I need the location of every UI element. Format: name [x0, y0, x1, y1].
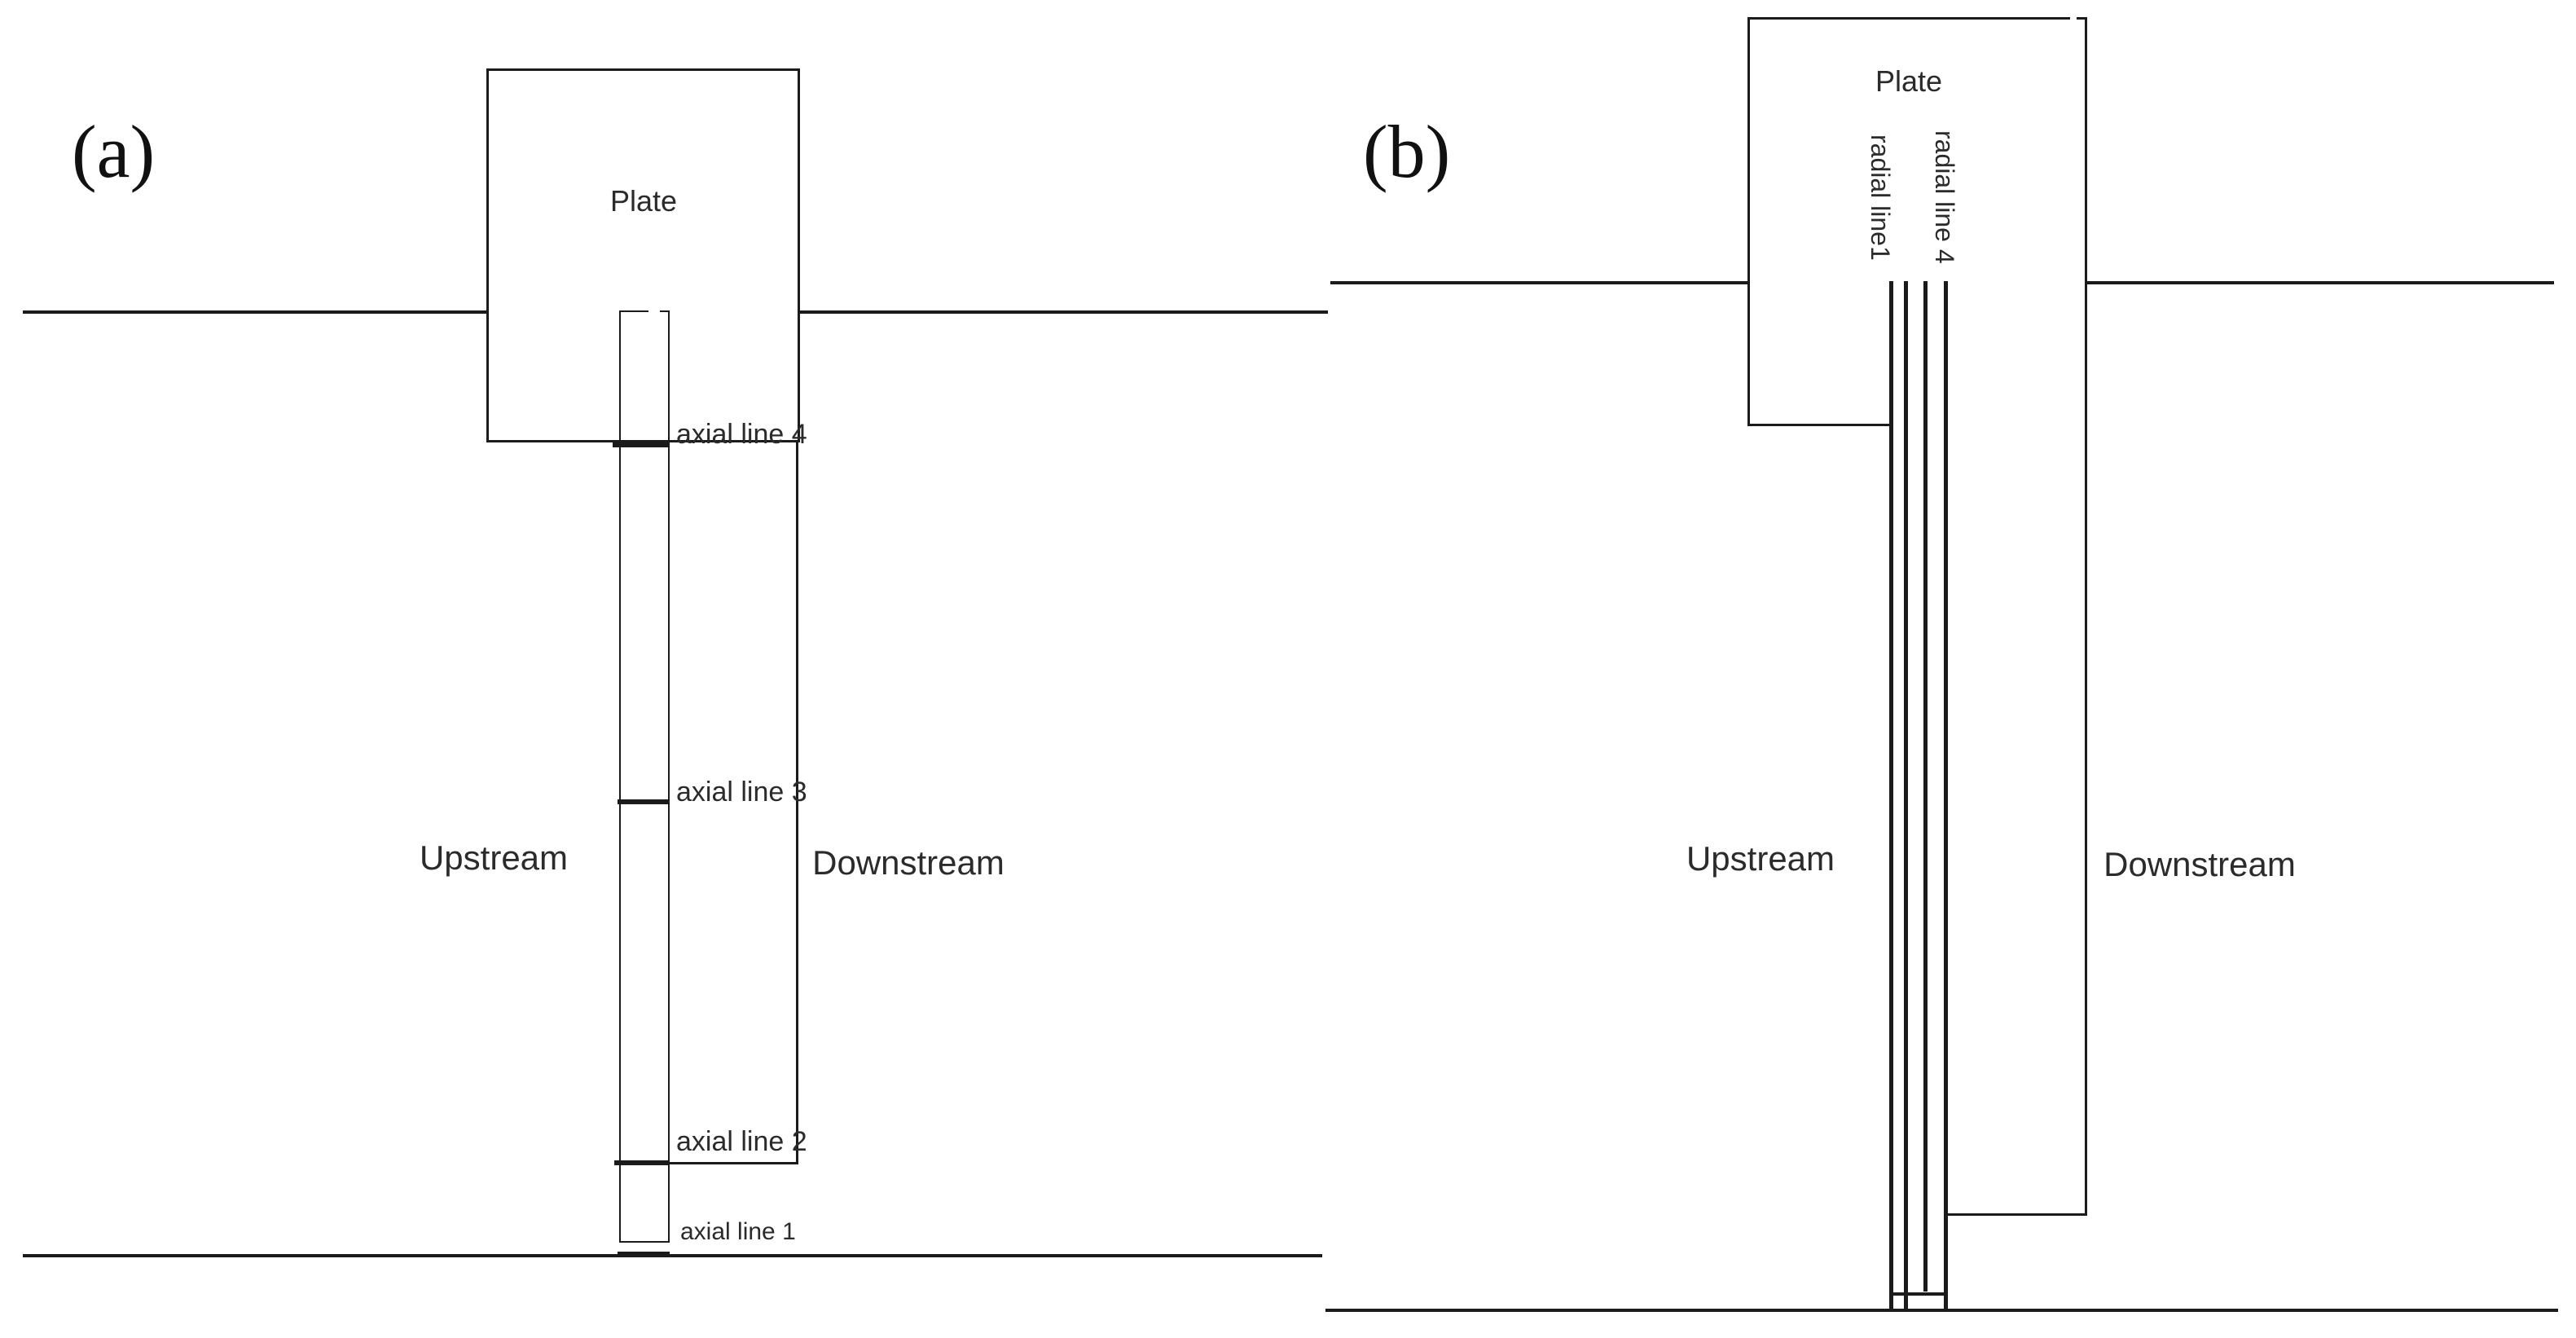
panel-b-bottom-boundary	[1325, 1309, 2558, 1312]
panel-a-tick-axial-line-3	[618, 799, 670, 804]
panel-a-downstream-box-bottom-edge	[670, 1162, 798, 1164]
panel-b-radial-line-4	[1944, 281, 1948, 1310]
panel-b-radial-line-1	[1889, 281, 1893, 1310]
panel-b-top-boundary-left	[1330, 281, 1747, 284]
panel-b-plate-bottom-left-edge	[1747, 424, 1891, 426]
panel-b-radial-line-2	[1904, 281, 1908, 1310]
panel-a-axial-column-top-gap	[648, 309, 660, 315]
panel-a-plate-label: Plate	[609, 184, 678, 218]
panel-b-tag: (b)	[1363, 110, 1451, 193]
panel-a-tag: (a)	[72, 110, 156, 193]
panel-a-tick-axial-line-2	[614, 1160, 670, 1165]
panel-b-plate-top-edge	[1747, 17, 2070, 20]
panel-a-axial-line-3-label: axial line 3	[676, 777, 807, 808]
panel-a-axial-column	[619, 310, 670, 1243]
panel-a-axial-line-1-label: axial line 1	[680, 1218, 796, 1245]
panel-b-top-boundary-right	[2087, 281, 2554, 284]
panel-b-plate-label: Plate	[1875, 64, 1943, 98]
panel-b-radial-line-4-label: radial line 4	[1930, 130, 1959, 264]
panel-a-downstream-label: Downstream	[812, 843, 1004, 882]
panel-a-top-boundary-right	[798, 310, 1328, 314]
panel-a-tick-axial-line-4	[613, 442, 670, 447]
panel-a-bottom-boundary	[23, 1254, 1322, 1257]
panel-b-plate-left-edge	[1747, 17, 1750, 426]
panel-a-axial-line-4-label: axial line 4	[676, 419, 807, 450]
panel-a-axial-line-2-label: axial line 2	[676, 1126, 807, 1157]
panel-b-radial-line-1-label: radial line1	[1866, 134, 1895, 261]
panel-b-radial-line-3	[1923, 281, 1928, 1292]
panel-a-upstream-label: Upstream	[419, 838, 569, 877]
panel-b-downstream-box-bottom-edge	[1946, 1213, 2087, 1216]
panel-a-top-boundary-left	[23, 310, 486, 314]
panel-b-plate-right-edge-downstream-boundary	[2085, 17, 2087, 1216]
panel-b-radial-lines-bottom-connector	[1891, 1292, 1945, 1296]
panel-b-upstream-label: Upstream	[1686, 839, 1835, 878]
panel-b-downstream-label: Downstream	[2103, 845, 2296, 883]
